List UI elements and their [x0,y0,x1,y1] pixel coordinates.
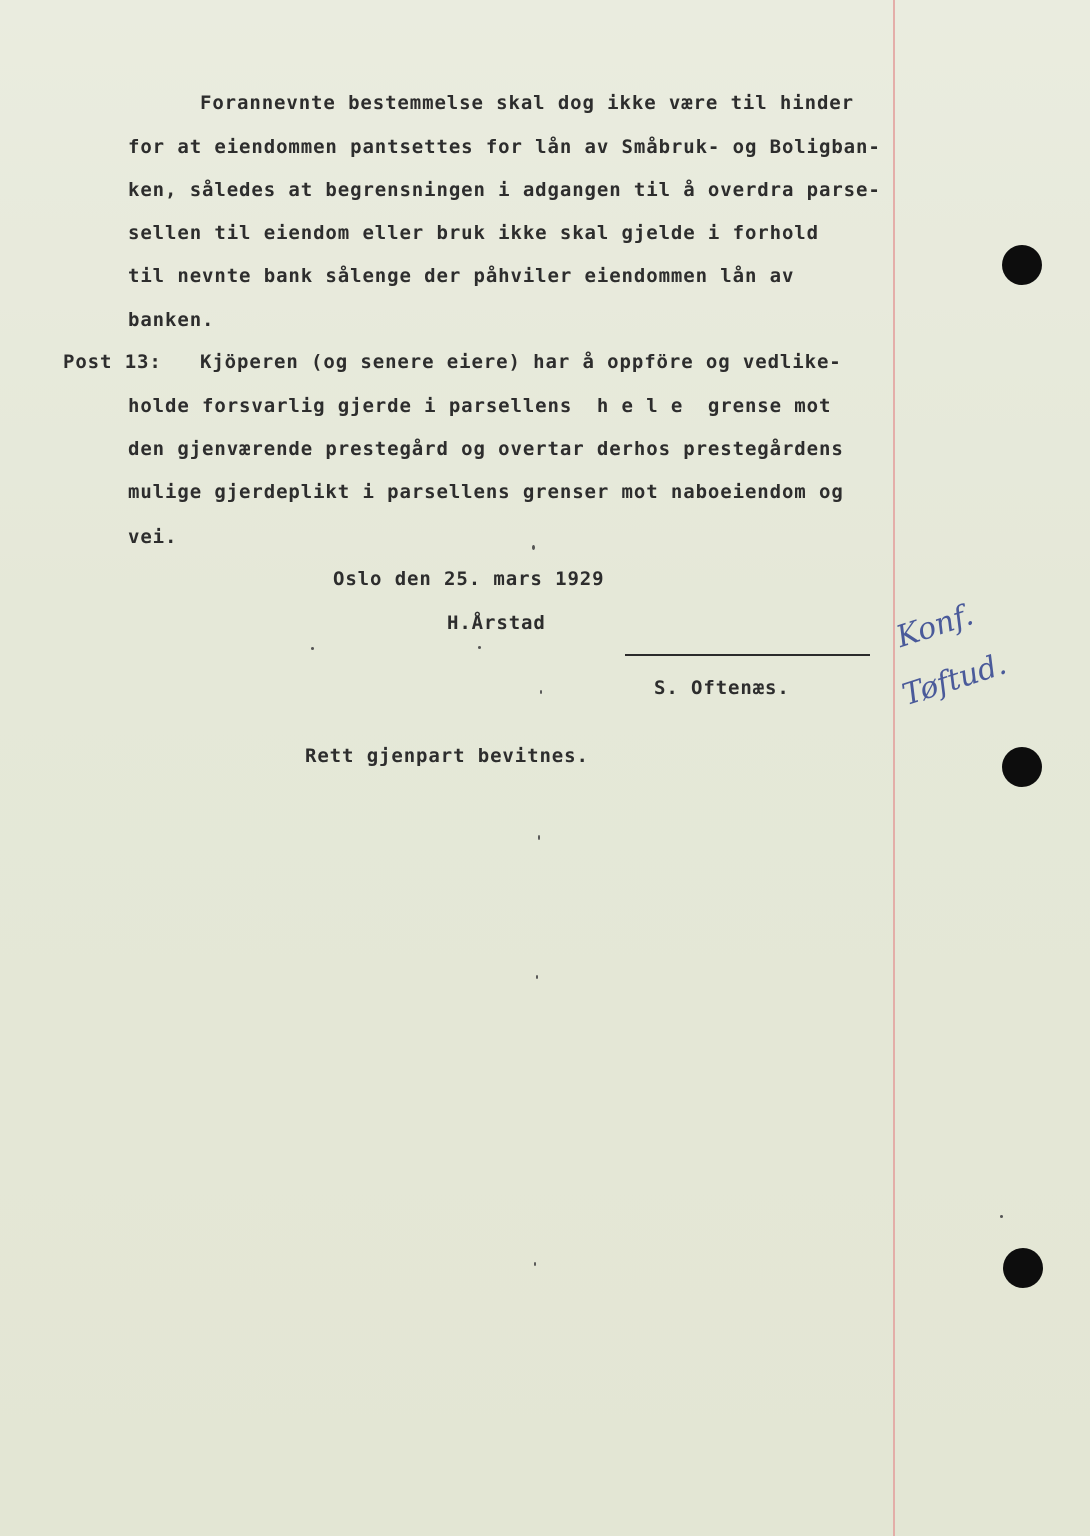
paragraph-1-line-1: Forannevnte bestemmelse skal dog ikke være til hinder [200,92,854,114]
post-label: Post 13: [63,351,162,373]
margin-rule [893,0,895,1536]
paragraph-1-line-3: ken, således at begrensningen i adgangen til å overdra parse- [128,179,881,201]
paragraph-2-line-3: den gjenværende prestegård og overtar derhos prestegårdens [128,438,844,460]
handwritten-note-line-1: Konf. [892,597,978,655]
paper-speck [478,646,481,649]
paragraph-2-line-1: Kjöperen (og senere eiere) har å oppföre og vedlike- [200,351,842,373]
punch-hole [1002,245,1042,285]
paper-speck [311,647,314,650]
paper-speck [538,835,540,840]
paper-speck [536,975,538,979]
paragraph-1-line-2: for at eiendommen pantsettes for lån av Småbruk- og Boligban- [128,136,881,158]
paper-speck [534,1262,536,1266]
signer-1: H.Årstad [447,612,546,634]
paper-speck [1000,1215,1003,1218]
signature-rule [625,654,870,656]
paper-speck [540,690,542,694]
punch-hole [1003,1248,1043,1288]
handwritten-note [892,590,1045,740]
paragraph-2-line-4: mulige gjerdeplikt i parsellens grenser mot naboeiendom og [128,481,844,503]
place-date: Oslo den 25. mars 1929 [333,568,605,590]
paragraph-2-line-5: vei. [128,526,178,548]
handwritten-note-line-2: Tøftud. [898,646,1011,713]
paragraph-2-line-2: holde forsvarlig gjerde i parsellens h e l e grense mot [128,395,832,417]
paragraph-1-line-4: sellen til eiendom eller bruk ikke skal gjelde i forhold [128,222,819,244]
signer-2: S. Oftenæs. [654,677,790,699]
punch-hole [1002,747,1042,787]
paragraph-1-line-6: banken. [128,309,215,331]
paper-speck [532,545,535,550]
paragraph-1-line-5: til nevnte bank sålenge der påhviler eiendommen lån av [128,265,795,287]
certification-text: Rett gjenpart bevitnes. [305,745,589,767]
